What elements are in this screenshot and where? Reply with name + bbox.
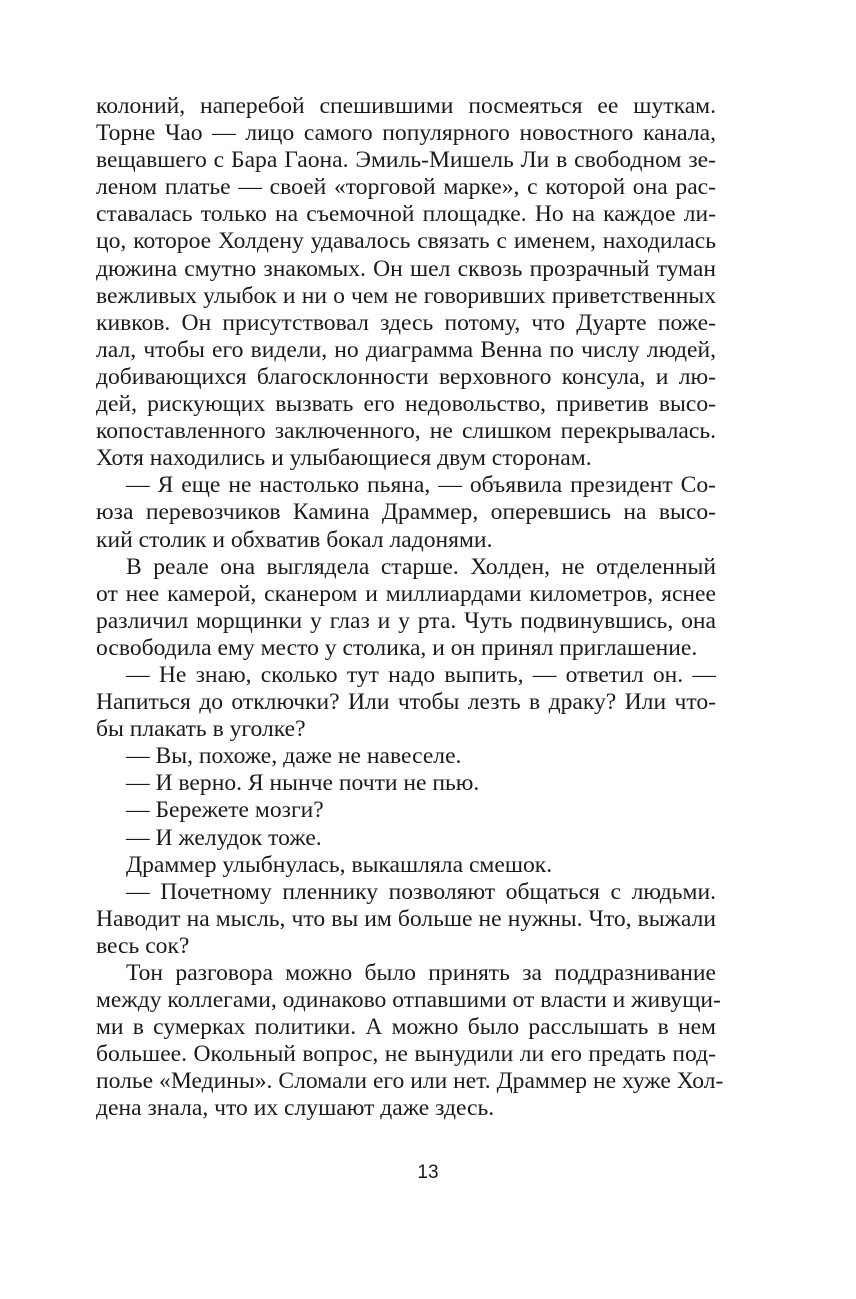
text-line: — Бережете мозги? xyxy=(126,797,324,824)
text-line: Наводит на мысль, что вы им больше не нужны. Что, выжали xyxy=(96,905,716,932)
text-line: Торне Чао — лицо самого популярного новостного канала, xyxy=(96,120,716,147)
text-line: дена знала, что их слушают даже здесь. xyxy=(96,1095,495,1122)
text-line: бы плакать в уголке? xyxy=(96,716,306,743)
text-line: цо, которое Холдену удавалось связать с именем, находилась xyxy=(96,228,716,255)
text-line: Тон разговора можно было принять за поддразнивание xyxy=(126,960,716,986)
text-line: — Не знаю, сколько тут надо выпить, — ответил он. — xyxy=(126,661,716,688)
text-line: от нее камерой, сканером и миллиардами километров, яснее xyxy=(96,580,716,607)
text-line: освободила ему место у столика, и он принял приглашение. xyxy=(96,634,698,661)
text-line: Хотя находились и улыбающиеся двум сторонам. xyxy=(96,445,592,472)
text-line: кивков. Он присутствовал здесь потому, что Дуарте поже- xyxy=(96,309,716,336)
text-line: — Почетному пленнику позволяют общаться с людьми. xyxy=(126,878,716,905)
text-line: вещавшего с Бара Гаона. Эмиль-Мишель Ли в свободном зе- xyxy=(96,147,716,174)
text-line: — И желудок тоже. xyxy=(126,824,322,851)
text-line: вежливых улыбок и ни о чем не говоривших приветственных xyxy=(96,282,716,309)
text-line: — Вы, похоже, даже не навеселе. xyxy=(126,743,462,770)
text-line: большее. Окольный вопрос, не вынудили ли его предать под- xyxy=(96,1041,716,1068)
text-line: между коллегами, одинаково отпавшими от власти и живущи- xyxy=(96,987,721,1014)
text-line: В реале она выглядела старше. Холден, не отделенный xyxy=(126,553,716,580)
text-line: полье «Медины». Сломали его или нет. Драммер не хуже Хол- xyxy=(96,1068,724,1095)
text-line: кий столик и обхватив бокал ладонями. xyxy=(96,526,493,553)
text-line: лал, чтобы его видели, но диаграмма Венна по числу людей, xyxy=(96,336,716,363)
text-line: Драммер улыбнулась, выкашляла смешок. xyxy=(126,851,553,878)
text-line: ми в сумерках политики. А можно было расслышать в нем xyxy=(96,1014,716,1041)
text-line: ставалась только на съемочной площадке. Но на каждое ли- xyxy=(96,201,716,228)
body-text xyxy=(96,93,724,1123)
text-line: Напиться до отключки? Или чтобы лезть в драку? Или что- xyxy=(96,689,716,716)
text-line: дюжина смутно знакомых. Он шел сквозь прозрачный туман xyxy=(96,255,716,282)
text-line: — И верно. Я нынче почти не пью. xyxy=(126,770,480,797)
text-line: различил морщинки у глаз и у рта. Чуть подвинувшись, она xyxy=(96,607,716,634)
page-number: 13 xyxy=(417,1162,439,1183)
text-line: дей, рискующих вызвать его недовольство, приветив высо- xyxy=(96,391,716,418)
text-line: — Я еще не настолько пьяна, — объявила президент Со- xyxy=(126,472,716,499)
text-line: весь сок? xyxy=(96,932,190,959)
text-line: юза перевозчиков Камина Драммер, оперевшись на высо- xyxy=(96,499,716,526)
text-line: копоставленного заключенного, не слишком перекрывалась. xyxy=(96,418,716,445)
text-line: леном платье — своей «торговой марке», с которой она рас- xyxy=(96,174,716,201)
text-line: добивающихся благосклонности верховного консула, и лю- xyxy=(96,363,716,390)
text-line: колоний, наперебой спешившими посмеяться ее шуткам. xyxy=(96,93,716,119)
